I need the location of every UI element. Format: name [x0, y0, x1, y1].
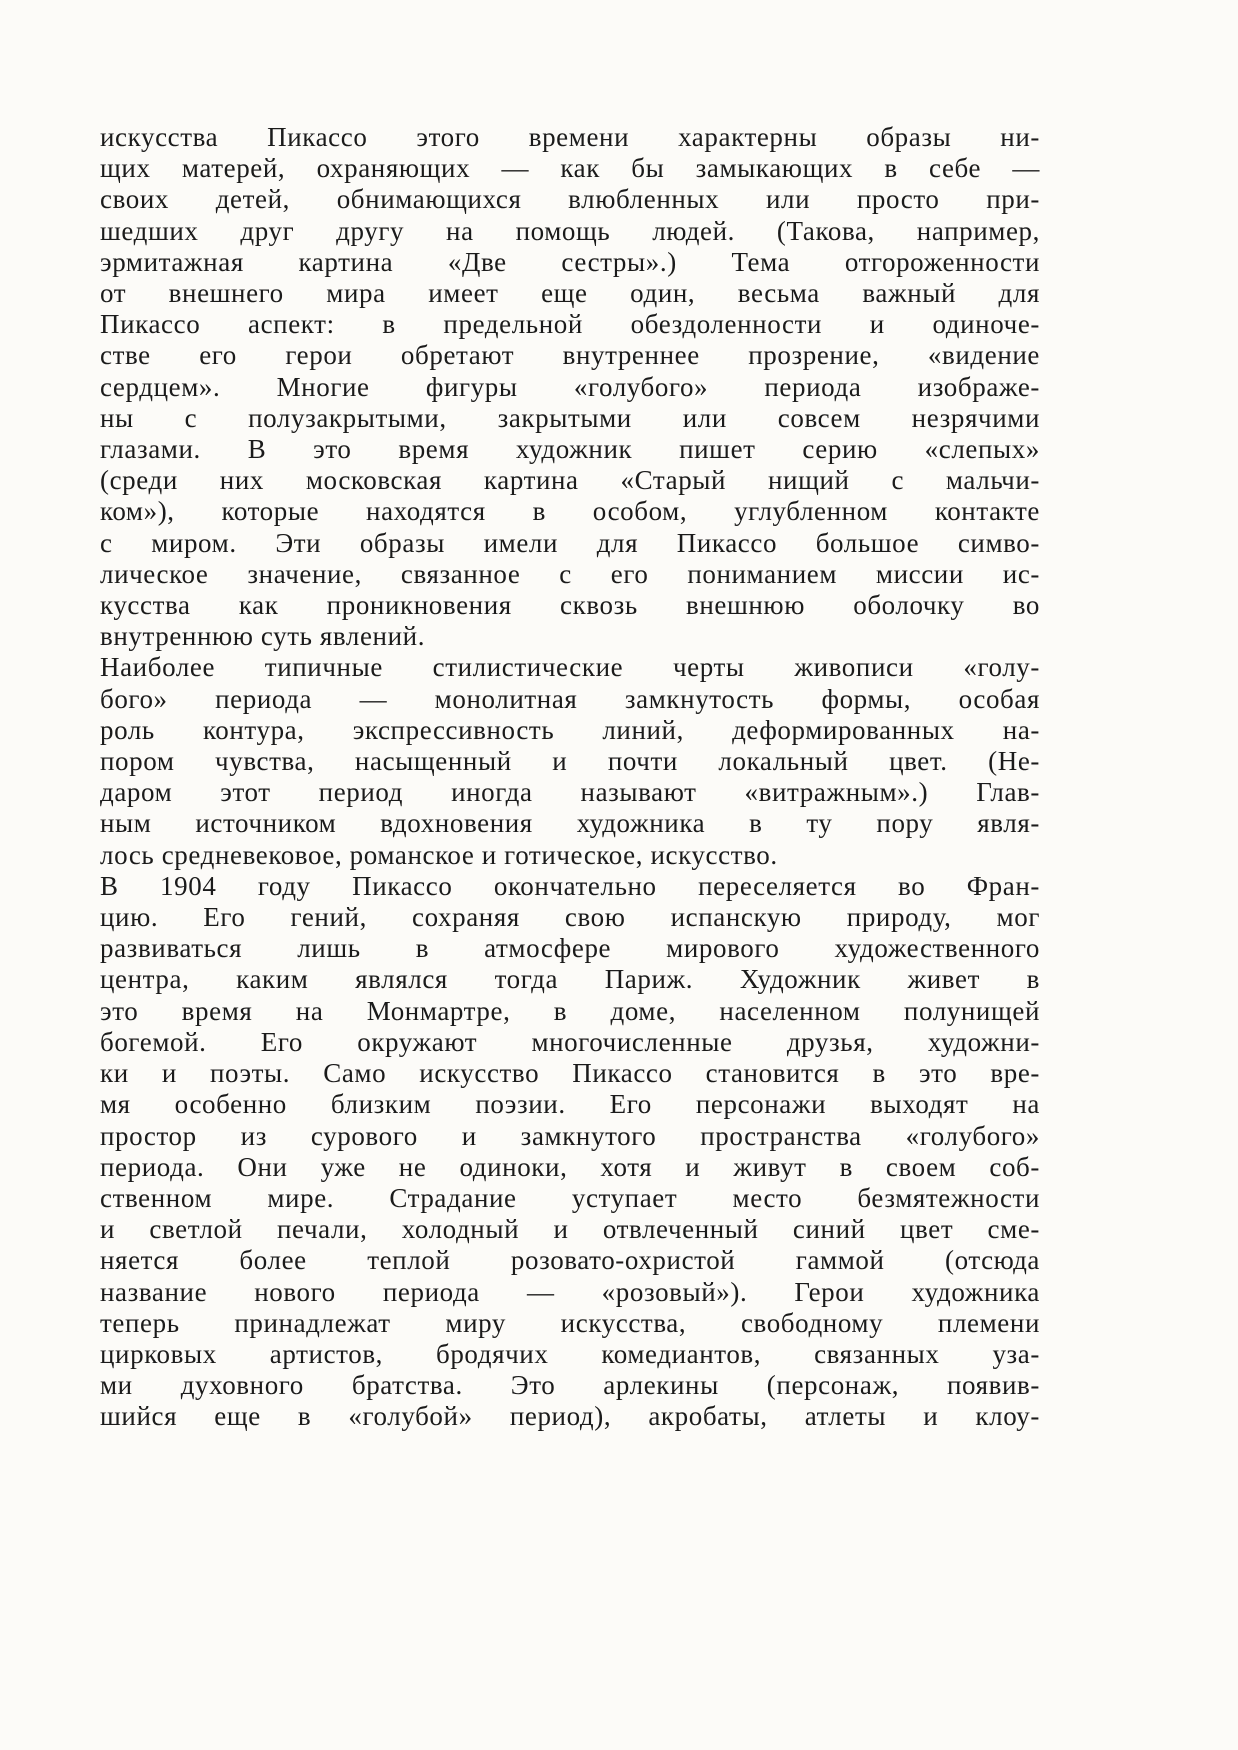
text-line: В 1904 году Пикассо окончательно переселяется во Фран-: [100, 870, 1040, 901]
text-line: стве его герои обретают внутреннее прозрение, «видение: [100, 340, 1040, 371]
text-line: глазами. В это время художник пишет серию «слепых»: [100, 434, 1040, 465]
text-line: щих матерей, охраняющих — как бы замыкающих в себе —: [100, 153, 1040, 184]
text-line: цирковых артистов, бродячих комедиантов, связанных уза-: [100, 1338, 1040, 1369]
text-line: ны с полузакрытыми, закрытыми или совсем незрячими: [100, 402, 1040, 433]
text-line: мя особенно близким поэзии. Его персонажи выходят на: [100, 1089, 1040, 1120]
text-line: своих детей, обнимающихся влюбленных или просто при-: [100, 184, 1040, 215]
text-line: шийся еще в «голубой» период), акробаты, атлеты и клоу-: [100, 1401, 1040, 1432]
text-line: сердцем». Многие фигуры «голубого» периода изображе-: [100, 371, 1040, 402]
text-line: ственном мире. Страдание уступает место безмятежности: [100, 1182, 1040, 1213]
text-line: богемой. Его окружают многочисленные друзья, художни-: [100, 1026, 1040, 1057]
text-line: центра, каким являлся тогда Париж. Художник живет в: [100, 964, 1040, 995]
text-line: лическое значение, связанное с его пониманием миссии ис-: [100, 558, 1040, 589]
text-line: Наиболее типичные стилистические черты живописи «голу-: [100, 652, 1040, 683]
paragraph: [100, 122, 1040, 652]
text-line: шедших друг другу на помощь людей. (Такова, например,: [100, 215, 1040, 246]
text-line: теперь принадлежат миру искусства, свободному племени: [100, 1307, 1040, 1338]
text-line: роль контура, экспрессивность линий, деформированных на-: [100, 714, 1040, 745]
text-block: [100, 122, 1040, 1433]
text-line: название нового периода — «розовый»). Герои художника: [100, 1276, 1040, 1307]
text-line: ки и поэты. Само искусство Пикассо становится в это вре-: [100, 1058, 1040, 1089]
text-line: ком»), которые находятся в особом, углубленном контакте: [100, 496, 1040, 527]
text-line: ным источником вдохновения художника в ту пору явля-: [100, 808, 1040, 839]
text-line: и светлой печали, холодный и отвлеченный синий цвет сме-: [100, 1214, 1040, 1245]
text-line: эрмитажная картина «Две сестры».) Тема отгороженности: [100, 246, 1040, 277]
text-line: Пикассо аспект: в предельной обездоленности и одиноче-: [100, 309, 1040, 340]
text-line: няется более теплой розовато-охристой гаммой (отсюда: [100, 1245, 1040, 1276]
text-line: (среди них московская картина «Старый нищий с мальчи-: [100, 465, 1040, 496]
text-line: кусства как проникновения сквозь внешнюю оболочку во: [100, 590, 1040, 621]
text-line: от внешнего мира имеет еще один, весьма важный для: [100, 278, 1040, 309]
text-line: пором чувства, насыщенный и почти локальный цвет. (Не-: [100, 746, 1040, 777]
text-line: лось средневековое, романское и готическое, искусство.: [100, 839, 778, 870]
paragraph: [100, 871, 1040, 1433]
text-line: внутреннюю суть явлений.: [100, 621, 426, 652]
text-line: бого» периода — монолитная замкнутость формы, особая: [100, 683, 1040, 714]
text-line: цию. Его гений, сохраняя свою испанскую природу, мог: [100, 902, 1040, 933]
text-line: простор из сурового и замкнутого пространства «голубого»: [100, 1120, 1040, 1151]
text-line: ми духовного братства. Это арлекины (персонаж, появив-: [100, 1370, 1040, 1401]
text-line: искусства Пикассо этого времени характерны образы ни-: [100, 122, 1040, 152]
text-line: это время на Монмартре, в доме, населенном полунищей: [100, 995, 1040, 1026]
text-line: с миром. Эти образы имели для Пикассо большое симво-: [100, 527, 1040, 558]
text-line: даром этот период иногда называют «витражным».) Глав-: [100, 777, 1040, 808]
text-line: развиваться лишь в атмосфере мирового художественного: [100, 933, 1040, 964]
text-line: периода. Они уже не одиноки, хотя и живут в своем соб-: [100, 1151, 1040, 1182]
paragraph: [100, 652, 1040, 870]
